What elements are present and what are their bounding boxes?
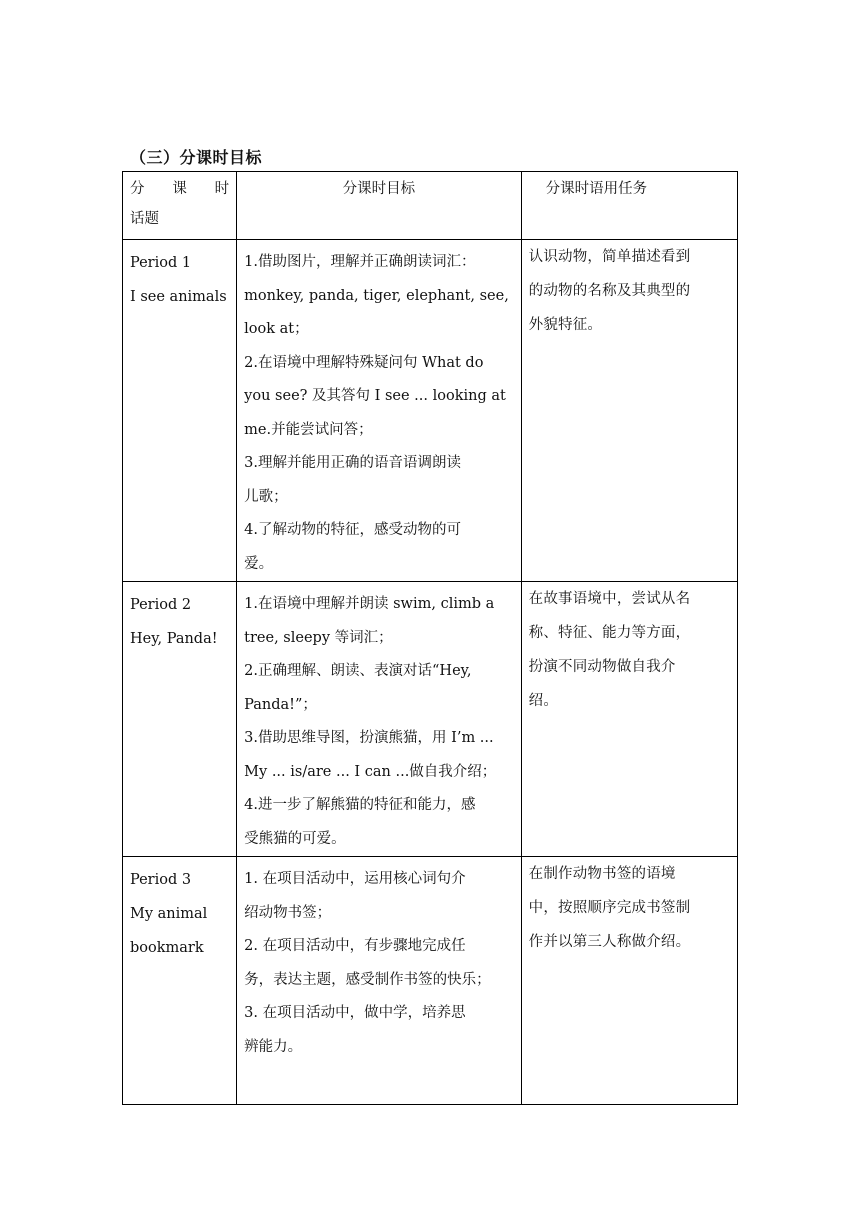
topic-line: bookmark: [130, 940, 204, 956]
goal-line: 爱。: [244, 555, 274, 572]
period-label: Period 3: [130, 872, 192, 888]
task-line: 认识动物，简单描述看到: [528, 249, 691, 265]
header-goals-cell: [237, 172, 521, 240]
header-task-cell: [521, 172, 737, 240]
goal-line: 4.进一步了解熊猫的特征和能力，感: [244, 797, 476, 813]
goal-line: 3.借助思维导图，扮演熊猫，用 I’m ...: [244, 730, 494, 746]
task-line: 扮演不同动物做自我介: [528, 659, 676, 675]
goal-line: 4.了解动物的特征，感受动物的可: [244, 522, 462, 538]
goal-line: monkey, panda, tiger, elephant, see,: [244, 287, 509, 304]
task-line: 称、特征、能力等方面，: [528, 625, 691, 641]
goal-line: 1.在语境中理解并朗读 swim, climb a: [244, 596, 495, 612]
period-cell: [123, 240, 237, 582]
goal-line: 2. 在项目活动中，有步骤地完成任: [244, 938, 466, 954]
goal-line: me.并能尝试问答；: [244, 421, 373, 438]
goals-cell: [237, 582, 521, 857]
header-goals: 分课时目标: [342, 181, 416, 197]
goals-cell: [237, 857, 521, 1105]
period-label: Period 2: [130, 597, 192, 613]
header-topic-line2: 话题: [130, 211, 159, 227]
goal-line: tree, sleepy 等词汇；: [244, 629, 393, 646]
goal-line: 务，表达主题，感受制作书签的快乐；: [244, 971, 491, 988]
topic-line: My animal: [130, 906, 208, 922]
lesson-objectives-table: [122, 171, 738, 1105]
task-line: 的动物的名称及其典型的: [528, 283, 691, 299]
goal-line: 受熊猫的可爱。: [244, 830, 346, 847]
goal-line: 1. 在项目活动中，运用核心词句介: [244, 871, 466, 887]
task-line: 外貌特征。: [528, 317, 603, 333]
task-line: 中，按照顺序完成书签制: [528, 900, 691, 916]
header-task: 分课时语用任务: [545, 181, 648, 197]
task-line: 在制作动物书签的语境: [528, 866, 676, 882]
goal-line: 绍动物书签；: [244, 904, 332, 921]
goal-line: 2.正确理解、朗读、表演对话“Hey,: [244, 663, 472, 679]
period-cell: [123, 857, 237, 1105]
task-line: 在故事语境中，尝试从名: [528, 591, 691, 607]
table-header-row: [123, 172, 738, 240]
header-topic-cell: [123, 172, 237, 240]
task-cell: [521, 857, 737, 1105]
goal-line: you see? 及其答句 I see ... looking at: [244, 388, 506, 404]
goal-line: look at；: [244, 321, 309, 337]
task-cell: [521, 582, 737, 857]
topic-line: I see animals: [130, 289, 227, 305]
header-topic-line1: 分 课 时: [130, 181, 230, 197]
goal-line: 3. 在项目活动中，做中学，培养思: [244, 1005, 466, 1021]
goal-line: Panda!”；: [244, 696, 317, 713]
task-line: 作并以第三人称做介绍。: [528, 934, 691, 950]
goal-line: 3.理解并能用正确的语音语调朗读: [244, 455, 462, 471]
table-row: [123, 857, 738, 1105]
task-cell: [521, 240, 737, 582]
task-line: 绍。: [528, 693, 559, 709]
goal-line: 儿歌；: [244, 488, 288, 505]
period-cell: [123, 582, 237, 857]
goal-line: 1.借助图片，理解并正确朗读词汇：: [244, 254, 476, 270]
table-row: [123, 582, 738, 857]
goals-cell: [237, 240, 521, 582]
table-row: [123, 240, 738, 582]
goal-line: My ... is/are ... I can ...做自我介绍；: [244, 763, 497, 780]
section-heading: （三）分课时目标: [130, 148, 263, 167]
period-label: Period 1: [130, 255, 192, 271]
goal-line: 辨能力。: [244, 1038, 303, 1055]
topic-line: Hey, Panda!: [130, 631, 218, 647]
goal-line: 2.在语境中理解特殊疑问句 What do: [244, 354, 484, 371]
